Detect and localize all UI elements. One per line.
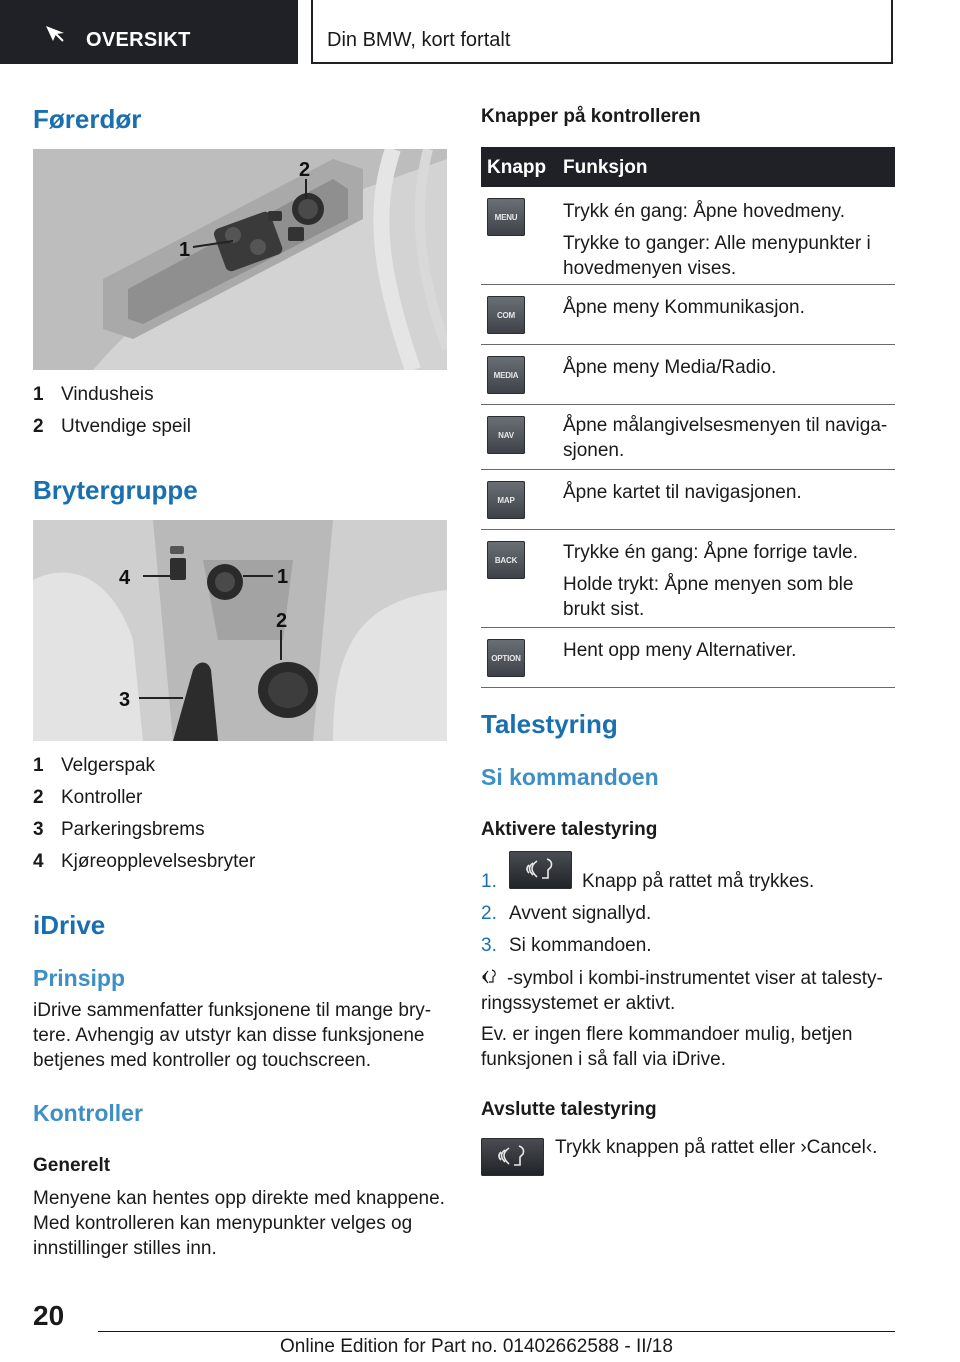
heading-si-kommandoen: Si kommandoen (481, 764, 659, 790)
symbol-text: -symbol i kombi-instrumentet viser at talesty- ringssystemet er aktivt. (481, 968, 883, 1014)
center-console-photo (33, 520, 447, 741)
heading-brytergruppe: Brytergruppe (33, 475, 198, 505)
arrow-pointer-icon (44, 24, 66, 42)
footer-divider (98, 1331, 895, 1332)
menu-button-icon: MENU (487, 198, 525, 236)
note-text: Ev. er ingen flere kommandoer mulig, betjen funksjonen i så fall via iDrive. (481, 1024, 853, 1070)
overview-tab[interactable] (0, 0, 298, 64)
table-row: BACK Trykke én gang: Åpne forrige tavle. Holde trykt: Åpne menyen som ble brukt sist. (481, 530, 895, 628)
avslutte-text: Trykk knappen på rattet eller ›Cancel‹. (555, 1137, 878, 1158)
section-title-box (311, 0, 893, 64)
table-row: COM Åpne meny Kommunikasjon. (481, 285, 895, 345)
heading-talestyring: Talestyring (481, 709, 618, 739)
page-number: 20 (33, 1300, 65, 1331)
heading-generelt: Generelt (33, 1155, 111, 1176)
voice-control-button-icon (481, 1138, 544, 1176)
svg-text:3: 3 (119, 689, 131, 711)
option-button-icon: OPTION (487, 639, 525, 677)
nav-button-icon: NAV (487, 416, 525, 454)
table-row: OPTION Hent opp meny Alternativer. (481, 628, 895, 688)
table-row: MEDIA Åpne meny Media/Radio. (481, 345, 895, 405)
map-button-icon: MAP (487, 481, 525, 519)
table-header (481, 147, 895, 187)
generelt-text: Menyene kan hentes opp direkte med knappene. Med kontrolleren kan menypunkter velges og innstillinger stilles inn. (33, 1188, 445, 1259)
table-row: MAP Åpne kartet til navigasjonen. (481, 470, 895, 530)
svg-text:2: 2 (299, 159, 311, 181)
prinsipp-text: iDrive sammenfatter funksjonene til mange bry- tere. Avhengig av utstyr kan disse funksjonene betjenes med kontroller og touchscreen. (33, 1000, 432, 1071)
media-button-icon: MEDIA (487, 356, 525, 394)
heading-kontroller: Kontroller (33, 1100, 143, 1126)
overview-tab-label: OVERSIKT (86, 29, 191, 51)
edition-text: Online Edition for Part no. 01402662588 - II/18 (280, 1336, 673, 1357)
svg-text:2: 2 (276, 610, 288, 632)
svg-text:4: 4 (119, 567, 131, 589)
svg-text:1: 1 (277, 566, 289, 588)
col-funksjon: Funksjon (563, 157, 648, 178)
voice-control-button-icon (509, 851, 572, 889)
controller-buttons-table (481, 147, 895, 688)
heading-prinsipp: Prinsipp (33, 965, 126, 991)
com-button-icon: COM (487, 296, 525, 334)
heading-avslutte: Avslutte talestyring (481, 1099, 657, 1120)
col-knapp: Knapp (487, 157, 547, 178)
section-title: Din BMW, kort fortalt (327, 29, 511, 51)
table-row: MENU Trykk én gang: Åpne hovedmeny. Trykke to ganger: Alle menypunkter i hovedmenyen vises. (481, 187, 895, 285)
heading-forerdor: Førerdør (33, 104, 142, 134)
table-row: NAV Åpne målangivelsesmenyen til naviga-sjonen. (481, 405, 895, 470)
heading-idrive: iDrive (33, 910, 106, 940)
back-button-icon: BACK (487, 541, 525, 579)
table-title: Knapper på kontrolleren (481, 106, 701, 127)
heading-aktivere: Aktivere talestyring (481, 819, 658, 840)
svg-text:1: 1 (179, 239, 191, 261)
door-panel-photo (33, 149, 447, 370)
